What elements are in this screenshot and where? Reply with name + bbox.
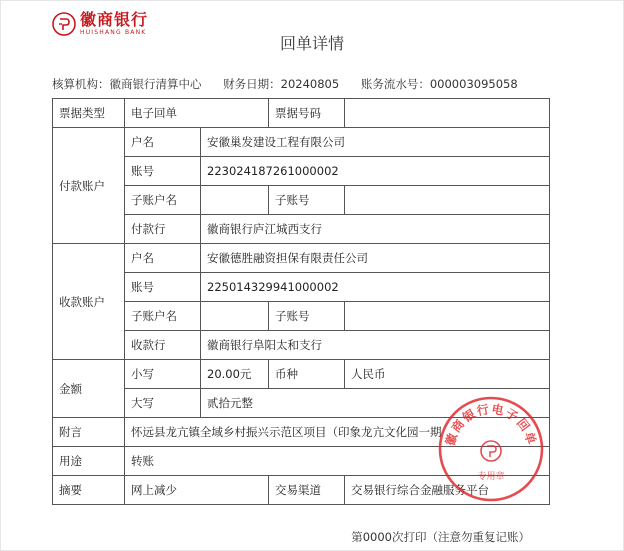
table-row (53, 302, 550, 331)
payer-sub-name-label: 子账户名 (125, 186, 201, 215)
payee-sub-account-value (345, 302, 550, 331)
bill-no-label: 票据号码 (269, 99, 345, 128)
purpose-value: 转账 (125, 447, 550, 476)
payee-sub-account-label: 子账号 (269, 302, 345, 331)
amount-lower-label: 小写 (125, 360, 201, 389)
meta-line (52, 76, 536, 92)
bank-name-en: HUISHANG BANK (80, 29, 147, 36)
table-row (53, 273, 550, 302)
table-row (53, 157, 550, 186)
table-row (53, 360, 550, 389)
payer-name-value: 安徽巢发建设工程有限公司 (201, 128, 550, 157)
payer-bank-label: 付款行 (125, 215, 201, 244)
payer-sub-account-label: 子账号 (269, 186, 345, 215)
table-row (53, 186, 550, 215)
payee-account-value: 225014329941000002 (201, 273, 550, 302)
finance-date: 财务日期：20240805 (223, 77, 340, 91)
currency-label: 币种 (269, 360, 345, 389)
payer-name-label: 户名 (125, 128, 201, 157)
payee-account-label: 账号 (125, 273, 201, 302)
stamp-center-text: 专用章 (477, 472, 505, 482)
payee-name-label: 户名 (125, 244, 201, 273)
postscript-value: 怀远县龙亢镇全域乡村振兴示范区项目（印象龙亢文化园一期 (125, 418, 550, 447)
serial-number: 账务流水号：000003095058 (360, 77, 518, 91)
bill-type-label: 票据类型 (53, 99, 125, 128)
payee-sub-name-value (201, 302, 269, 331)
summary-value: 网上减少 (125, 476, 269, 505)
payer-section-label: 付款账户 (53, 128, 125, 244)
payee-bank-value: 徽商银行阜阳太和支行 (201, 331, 550, 360)
table-row (53, 244, 550, 273)
print-note: 第0000次打印（注意勿重复记账） (351, 530, 530, 544)
postscript-label: 附言 (53, 418, 125, 447)
payer-sub-account-value (345, 186, 550, 215)
stamp-ring-text: 徽商银行电子回单 (443, 401, 539, 448)
stamp-emblem-icon (481, 441, 501, 461)
table-row (53, 331, 550, 360)
table-row (53, 215, 550, 244)
page-title: 回单详情 (279, 34, 344, 53)
payee-bank-label: 收款行 (125, 331, 201, 360)
amount-section-label: 金额 (53, 360, 125, 418)
payee-sub-name-label: 子账户名 (125, 302, 201, 331)
payer-account-value: 223024187261000002 (201, 157, 550, 186)
bill-type-value: 电子回单 (125, 99, 269, 128)
amount-lower-value: 20.00元 (201, 360, 269, 389)
table-row (53, 128, 550, 157)
channel-value: 交易银行综合金融服务平台 (345, 476, 550, 505)
bank-name: 徽商银行 (80, 10, 149, 29)
payer-account-label: 账号 (125, 157, 201, 186)
table-row (53, 99, 550, 128)
bill-no-value (345, 99, 550, 128)
purpose-label: 用途 (53, 447, 125, 476)
amount-upper-value: 贰拾元整 (201, 389, 550, 418)
payer-bank-value: 徽商银行庐江城西支行 (201, 215, 550, 244)
summary-label: 摘要 (53, 476, 125, 505)
electronic-receipt-stamp (437, 395, 545, 503)
accounting-org: 核算机构：徽商银行清算中心 (52, 77, 202, 91)
amount-upper-label: 大写 (125, 389, 201, 418)
payee-section-label: 收款账户 (53, 244, 125, 360)
payer-sub-name-value (201, 186, 269, 215)
channel-label: 交易渠道 (269, 476, 345, 505)
payee-name-value: 安徽德胜融资担保有限责任公司 (201, 244, 550, 273)
currency-value: 人民币 (345, 360, 550, 389)
